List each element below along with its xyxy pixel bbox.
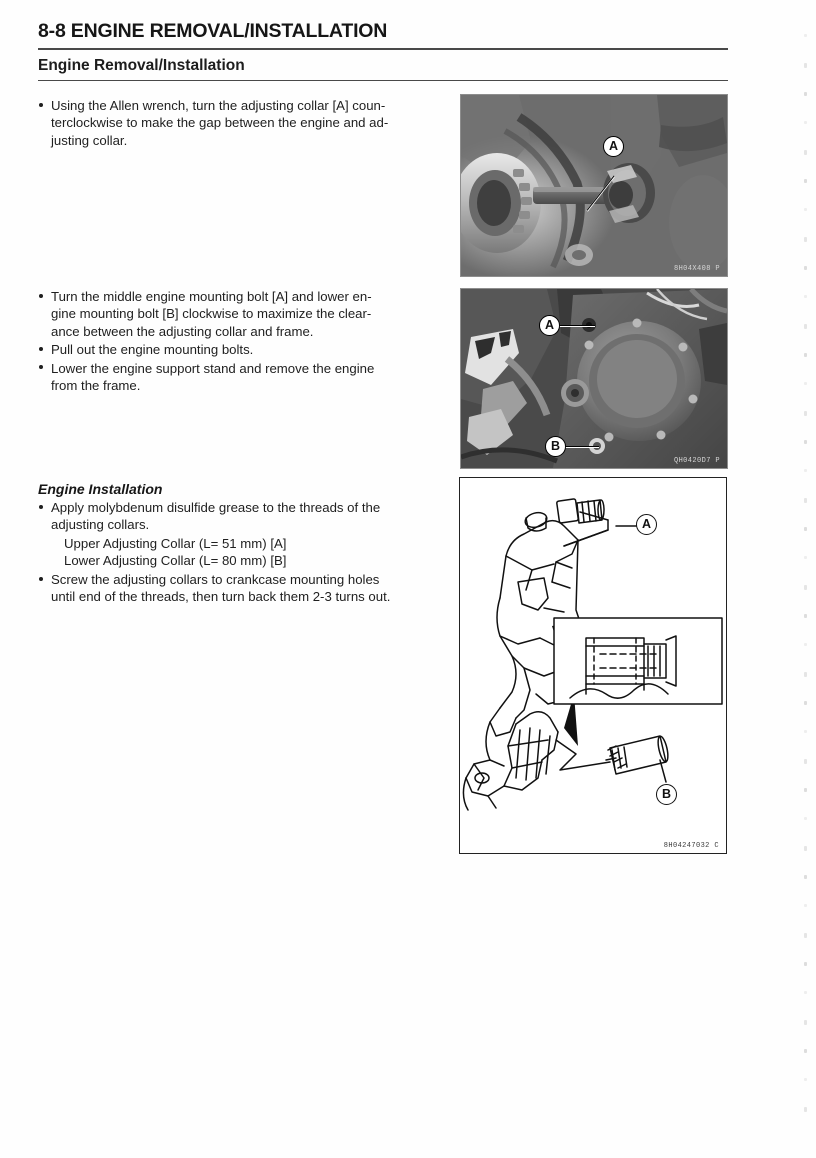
figure-allen-wrench-graphic bbox=[461, 95, 727, 276]
step-2-line-3: ance between the adjusting collar and frame. bbox=[51, 323, 314, 339]
installation-step-2-line-1: Screw the adjusting collars to crankcase mounting holes bbox=[51, 572, 380, 587]
step-1-line-1: Using the Allen wrench, turn the adjusting collar [A] coun- bbox=[51, 98, 386, 113]
step-1-line-3: justing collar. bbox=[51, 132, 128, 148]
header-rule-top bbox=[38, 48, 728, 50]
step-4-line-1: Lower the engine support stand and remove the engine bbox=[51, 360, 375, 376]
header-rule-bottom bbox=[38, 80, 728, 81]
instruction-step-3 bbox=[38, 341, 446, 358]
step-4-line-2: from the frame. bbox=[51, 378, 141, 394]
callout-b-leader-core bbox=[565, 446, 599, 447]
page-title: 8-8 ENGINE REMOVAL/INSTALLATION bbox=[38, 20, 388, 42]
instruction-block-2 bbox=[38, 288, 446, 395]
instruction-block-1 bbox=[38, 97, 446, 150]
subsection-title-engine-installation: Engine Installation bbox=[38, 481, 163, 497]
instruction-step-2 bbox=[38, 288, 446, 340]
installation-step-2 bbox=[38, 571, 446, 606]
callout-a-leader-core bbox=[559, 325, 595, 326]
bullet-icon bbox=[39, 347, 43, 351]
section-title: Engine Removal/Installation bbox=[38, 56, 245, 74]
spec-lower-adjusting-collar: Lower Adjusting Collar (L= 80 mm) [B] bbox=[64, 553, 287, 569]
bullet-icon bbox=[39, 505, 43, 509]
figure-code: 8H04X408 P bbox=[673, 265, 720, 273]
instruction-step-4 bbox=[38, 360, 446, 395]
callout-a: A bbox=[539, 315, 560, 336]
figure-code: 8H04247032 C bbox=[663, 842, 719, 850]
installation-step-2-line-2: until end of the threads, then turn back them 2-3 turns out. bbox=[51, 589, 391, 605]
bullet-icon bbox=[39, 577, 43, 581]
figure-engine-mounting-bolts-photo bbox=[460, 288, 728, 469]
spec-upper-adjusting-collar: Upper Adjusting Collar (L= 51 mm) [A] bbox=[64, 535, 287, 551]
page-header bbox=[38, 20, 728, 81]
step-1-line-2: terclockwise to make the gap between the engine and ad- bbox=[51, 115, 389, 131]
installation-step-1-line-2: adjusting collars. bbox=[51, 517, 150, 533]
callout-b: B bbox=[545, 436, 566, 457]
callout-a: A bbox=[636, 514, 657, 535]
step-2-line-1: Turn the middle engine mounting bolt [A] and lower en- bbox=[51, 289, 372, 304]
callout-a: A bbox=[603, 136, 624, 157]
figure-code: QH0420D7 P bbox=[673, 457, 720, 465]
callout-b: B bbox=[656, 784, 677, 805]
bullet-icon bbox=[39, 294, 43, 298]
bullet-icon bbox=[39, 365, 43, 369]
figure-adjusting-collars-diagram bbox=[459, 477, 727, 854]
installation-step-1-line-1: Apply molybdenum disulfide grease to the threads of the bbox=[51, 500, 381, 515]
figure-allen-wrench-photo bbox=[460, 94, 728, 277]
bullet-icon bbox=[39, 103, 43, 107]
instruction-step-1 bbox=[38, 97, 446, 149]
scan-edge-marks bbox=[802, 34, 812, 1124]
installation-step-1 bbox=[38, 499, 446, 534]
step-2-line-2: gine mounting bolt [B] clockwise to maximize the clear- bbox=[51, 306, 372, 322]
figure-collars-graphic bbox=[460, 478, 725, 852]
step-3-line-1: Pull out the engine mounting bolts. bbox=[51, 342, 254, 358]
instruction-block-3 bbox=[38, 481, 446, 607]
figure-engine-bolts-graphic bbox=[461, 289, 727, 468]
